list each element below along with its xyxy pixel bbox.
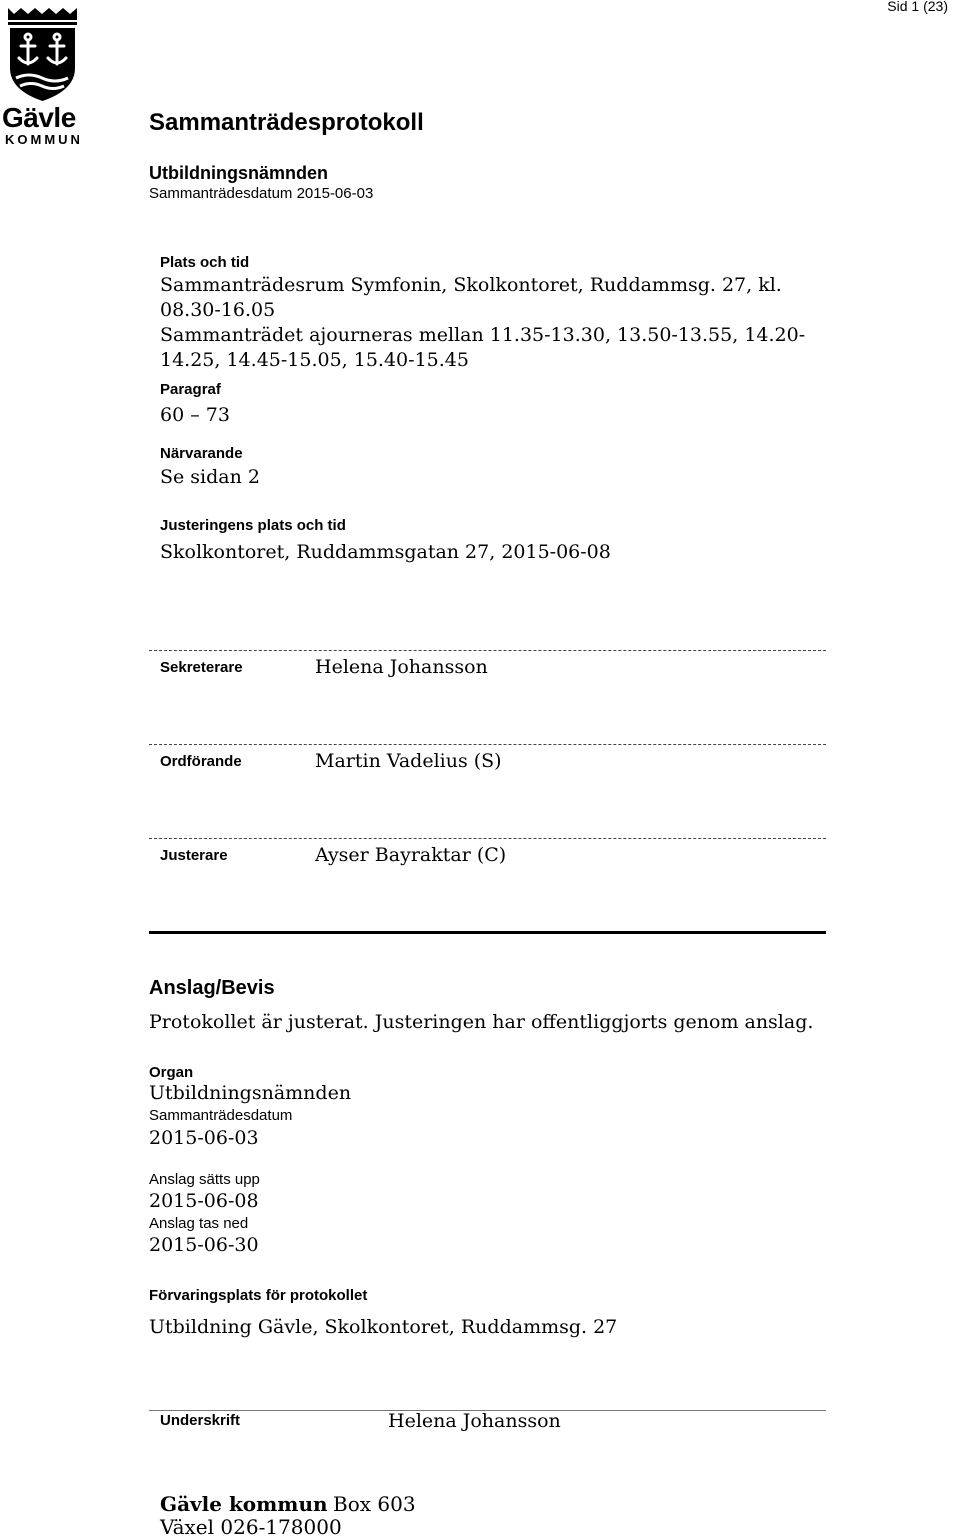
- anslag-ned-value: 2015-06-30: [149, 1234, 259, 1256]
- logo-subtitle: KOMMUN: [5, 132, 83, 147]
- datum-value: 2015-06-03: [149, 1127, 259, 1149]
- anslag-statement: Protokollet är justerat. Justeringen har offentliggjorts genom anslag.: [149, 1011, 814, 1033]
- anslag-ned-label: Anslag tas ned: [149, 1215, 249, 1232]
- sekreterare-label: Sekreterare: [160, 659, 243, 676]
- document-title: Sammanträdesprotokoll: [149, 109, 424, 136]
- page-counter: Sid 1 (23): [887, 0, 948, 14]
- gavle-kommun-logo: [4, 4, 108, 150]
- paragraf-label: Paragraf: [160, 381, 221, 398]
- organ-label: Organ: [149, 1064, 194, 1081]
- footer-box: Box 603: [333, 1492, 416, 1516]
- datum-label: Sammanträdesdatum: [149, 1107, 293, 1124]
- plats-note: Sammanträdet ajourneras mellan 11.35-13.30, 13.50-13.55, 14.20-14.25, 14.45-15.05, 15.40-15.45: [160, 324, 806, 371]
- underskrift-label: Underskrift: [160, 1412, 241, 1429]
- justering-value: Skolkontoret, Ruddammsgatan 27, 2015-06-08: [160, 541, 611, 563]
- signature-line-sekreterare: [149, 650, 826, 651]
- sekreterare-name: Helena Johansson: [315, 656, 488, 678]
- meeting-date-line: Sammanträdesdatum 2015-06-03: [149, 185, 374, 202]
- plats-value: Sammanträdesrum Symfonin, Skolkontoret, Ruddammsg. 27, kl. 08.30-16.05: [160, 274, 782, 321]
- justering-label: Justeringens plats och tid: [160, 517, 346, 534]
- justerare-name: Ayser Bayraktar (C): [315, 844, 507, 866]
- plats-label: Plats och tid: [160, 254, 250, 271]
- forvaring-label: Förvaringsplats för protokollet: [149, 1287, 368, 1304]
- paragraf-value: 60 – 73: [160, 404, 230, 426]
- forvaring-value: Utbildning Gävle, Skolkontoret, Ruddammsg. 27: [149, 1316, 618, 1338]
- organ-value: Utbildningsnämnden: [149, 1082, 352, 1104]
- signature-line-justerare: [149, 838, 826, 839]
- ordforande-label: Ordförande: [160, 753, 242, 770]
- section-divider: [149, 931, 826, 934]
- signature-line-ordforande: [149, 744, 826, 745]
- footer-vaxel: Växel 026-178000: [160, 1515, 342, 1539]
- logo-name: Gävle: [2, 102, 76, 133]
- narvarande-label: Närvarande: [160, 445, 243, 462]
- anslag-upp-value: 2015-06-08: [149, 1190, 259, 1212]
- underskrift-name: Helena Johansson: [388, 1410, 561, 1432]
- footer-org: Gävle kommun: [160, 1492, 328, 1516]
- anslag-upp-label: Anslag sätts upp: [149, 1171, 260, 1188]
- justerare-label: Justerare: [160, 847, 228, 864]
- committee-name: Utbildningsnämnden: [149, 163, 328, 183]
- ordforande-name: Martin Vadelius (S): [315, 750, 502, 772]
- anslag-title: Anslag/Bevis: [149, 977, 275, 999]
- narvarande-value: Se sidan 2: [160, 466, 260, 488]
